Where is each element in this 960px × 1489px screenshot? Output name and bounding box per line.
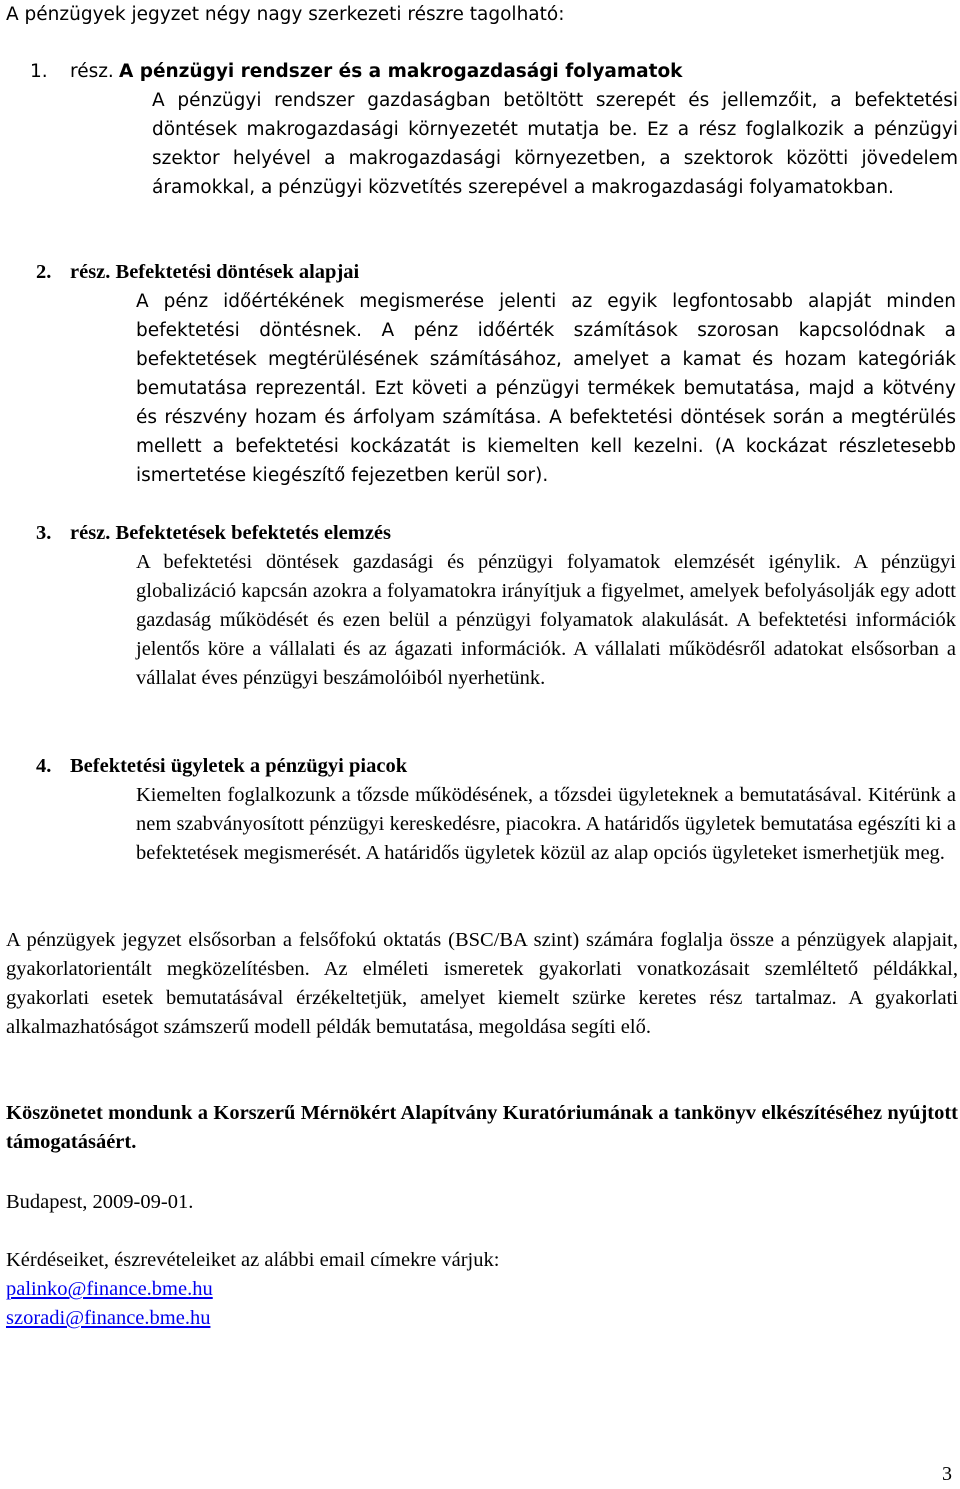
section-part-label: rész. [70,261,111,283]
section-number: 3. [36,522,52,544]
contact-block [6,1246,958,1333]
section-number: 1. [30,61,48,82]
email-link-szoradi[interactable]: szoradi@finance.bme.hu [6,1307,211,1329]
summary-paragraph: A pénzügyek jegyzet elsősorban a felsőfokú oktatás (BSC/BA szint) számára foglalja össze a pénzügyek alapjait, gyakorlatorientált megközelítésben. Az elméleti ismeretek gyakorlati vonatkozásait szemléltető példákkal, gyakorlati esetek bemutatásával érzékeltetjük, amelyet kiemelt szürke keretes rész tartalmaz. A gyakorlati alkalmazhatóságot számszerű modell példák bemutatása, megoldása segíti elő. [6,929,958,1038]
section-2 [36,258,956,490]
section-heading [36,258,956,287]
section-part-label: rész. [70,61,114,82]
section-part-label: rész. [70,522,111,544]
section-body: A befektetési döntések gazdasági és pénzügyi folyamatok elemzését igénylik. A pénzügyi globalizáció kapcsán azokra a folyamatokra irányítjuk a figyelmet, amelyek befolyásolják egy adott gazdaság működését és ezen belül a pénzügyi folyamatok alakulását. A befektetési információk jelentős köre a vállalati és az ágazati információk. A vállalati működésről adatokat elsősorban a vállalat éves pénzügyi beszámolóiból nyerhetünk. [136,551,956,689]
section-heading [36,519,956,548]
section-title: Befektetési ügyletek a pénzügyi piacok [70,755,408,777]
section-heading [30,57,958,86]
section-number: 4. [36,755,52,777]
section-1 [30,57,958,202]
section-body: A pénz időértékének megismerése jelenti az egyik legfontosabb alapját minden befektetési döntésnek. A pénz időérték számítások szorosan kapcsolódnak a befektetések megtérülésének számításához, amelyet a kamat és hozam kategóriák bemutatása reprezentál. Ezt követi a pénzügyi termékek bemutatása, majd a kötvény és részvény hozam és árfolyam számítása. A befektetési döntések során a megtérülés mellett a befektetési kockázatát is kiemelten kell kezelni. (A kockázat részletesebb ismertetése kiegészítő fejezetben kerül sor). [136,291,956,486]
section-title: A pénzügyi rendszer és a makrogazdasági folyamatok [118,61,683,82]
section-body: Kiemelten foglalkozunk a tőzsde működésének, a tőzsdei ügyleteknek a bemutatásával. Kitérünk a nem szabványosított pénzügyi kereskedésre, piacokra. A határidős ügyletek bemutatása egészíti ki a befektetések megismerését. A határidős ügyletek közül az alap opciós ügyleteket ismerhetjük meg. [136,784,956,864]
page-number: 3 [942,1463,952,1485]
email-link-palinko[interactable]: palinko@finance.bme.hu [6,1278,213,1300]
place-date: Budapest, 2009-09-01. [6,1191,194,1213]
section-number: 2. [36,261,52,283]
section-heading [36,752,956,781]
acknowledgement: Köszönetet mondunk a Korszerű Mérnökért Alapítvány Kuratóriumának a tankönyv elkészítéséhez nyújtott támogatásáért. [6,1102,958,1153]
intro-text: A pénzügyek jegyzet négy nagy szerkezeti részre tagolható: [6,4,565,25]
section-body: A pénzügyi rendszer gazdaságban betöltött szerepét és jellemzőit, a befektetési döntések makrogazdasági környezetét mutatja be. Ez a rész foglalkozik a pénzügyi szektor helyével a makrogazdasági környezetben, a szektorok közötti jövedelem áramokkal, a pénzügyi közvetítés szerepével a makrogazdasági folyamatokban. [152,90,958,198]
section-4 [36,752,956,868]
section-3 [36,519,956,693]
section-title: Befektetések befektetés elemzés [115,522,392,544]
section-title: Befektetési döntések alapjai [115,261,360,283]
contact-prompt: Kérdéseiket, észrevételeiket az alábbi email címekre várjuk: [6,1249,500,1271]
